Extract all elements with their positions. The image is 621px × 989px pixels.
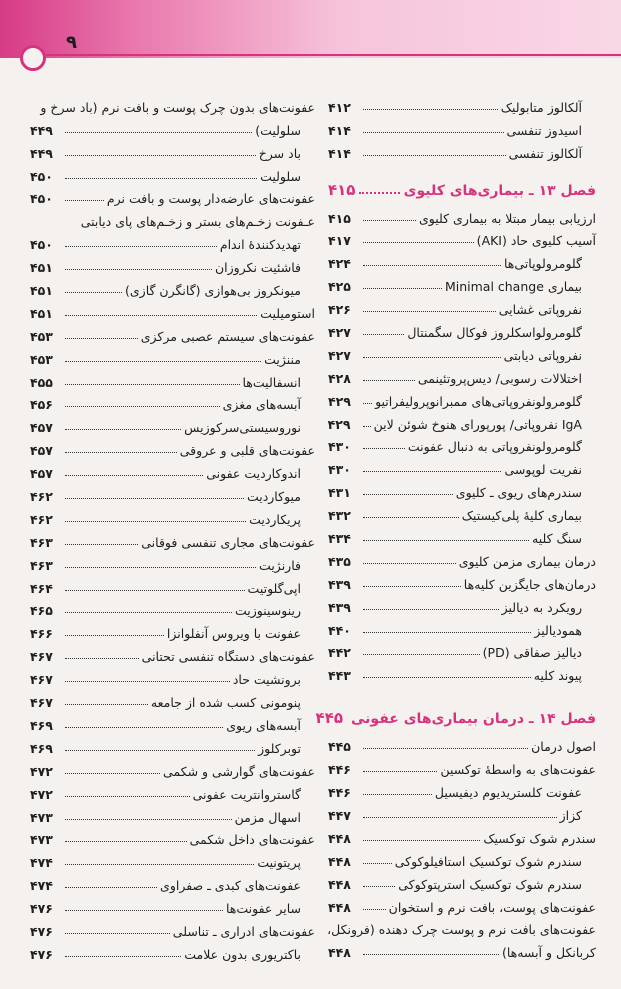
- toc-entry-page: ۴۷۲: [30, 786, 53, 802]
- toc-entry-title: رویکرد به دیالیز: [501, 599, 582, 615]
- toc-leader-dots: [65, 933, 170, 934]
- header-rule: [44, 54, 621, 56]
- toc-leader-dots: [65, 658, 139, 659]
- toc-entry-title: سندرم شوک توکسیک: [483, 830, 596, 846]
- toc-entry[interactable]: [30, 275, 315, 298]
- toc-entry[interactable]: [328, 823, 596, 846]
- toc-entry[interactable]: [328, 340, 596, 363]
- toc-entry-page: ۴۱۴: [328, 145, 351, 161]
- toc-entry-title: پیوند کلیه: [533, 668, 582, 684]
- toc-entry[interactable]: [30, 390, 315, 413]
- toc-entry-title: رینوسینوزیت: [234, 603, 301, 619]
- toc-entry[interactable]: [30, 435, 315, 458]
- toc-leader-dots: [363, 954, 499, 955]
- toc-leader-dots: [65, 956, 181, 957]
- toc-leader-dots: [65, 361, 261, 362]
- toc-entry-title: سندرم شوک توکسیک استرپتوکوکی: [398, 876, 582, 892]
- toc-entry[interactable]: [328, 777, 596, 800]
- toc-entry[interactable]: [30, 321, 315, 344]
- toc-leader-dots: [65, 841, 187, 842]
- toc-entry-title: فارنژیت: [259, 557, 301, 573]
- toc-leader-dots: [65, 727, 223, 728]
- toc-entry-title: کربانکل و آبسه‌ها): [501, 945, 596, 961]
- toc-entry[interactable]: [30, 825, 315, 848]
- toc-leader-dots: [65, 567, 256, 568]
- toc-leader-dots: [65, 269, 212, 270]
- toc-leader-dots: [65, 155, 256, 156]
- toc-entry-page: ۴۶۳: [30, 534, 53, 550]
- toc-entry-title: آبسه‌های ریوی: [226, 717, 301, 733]
- toc-entry-page: ۴۵۱: [30, 283, 53, 299]
- toc-entry-page: ۴۵۰: [30, 237, 53, 253]
- toc-entry-title: سلولیت): [255, 122, 301, 138]
- toc-leader-dots: [65, 796, 190, 797]
- toc-entry-title: باکتریوری بدون علامت: [184, 946, 301, 962]
- toc-entry-title: عفونت‌های دستگاه تنفسی تحتانی: [141, 649, 315, 665]
- toc-leader-dots: [65, 635, 164, 636]
- toc-entry-page: ۴۳۱: [328, 485, 351, 501]
- toc-entry[interactable]: [30, 92, 315, 115]
- toc-entry-page: ۴۴۰: [328, 622, 351, 638]
- toc-entry-title: عـفونت زخـم‌های بستر و زخـم‌های پای دیابتی: [80, 214, 315, 230]
- toc-entry-page: ۴۶۷: [30, 649, 53, 665]
- toc-entry-title: اپی‌گلوتیت: [247, 580, 301, 596]
- toc-leader-dots: [65, 498, 244, 499]
- toc-entry-page: ۴۲۵: [328, 279, 351, 295]
- toc-entry[interactable]: [30, 916, 315, 939]
- toc-leader-dots: [65, 521, 246, 522]
- toc-entry-page: ۴۴۸: [328, 945, 351, 961]
- toc-entry-title: سلولیت: [260, 168, 301, 184]
- toc-entry-page: ۴۶۲: [30, 489, 53, 505]
- toc-entry-page: ۴۵۷: [30, 420, 53, 436]
- toc-entry[interactable]: [30, 412, 315, 435]
- toc-entry-title: عفونت‌های قلبی و عروقی: [179, 443, 315, 459]
- toc-entry-title: آبسه‌های مغزی: [222, 397, 301, 413]
- toc-entry[interactable]: [328, 615, 596, 638]
- toc-entry-title: برونشیت حاد: [232, 672, 301, 688]
- toc-leader-dots: [363, 517, 459, 518]
- toc-right-column: [315, 92, 596, 961]
- toc-entry-page: ۴۶۲: [30, 511, 53, 527]
- toc-entry-title: همودیالیز: [534, 622, 582, 638]
- toc-entry-title: عفونت کلستریدیوم دیفیسیل: [434, 785, 582, 801]
- toc-entry-title: تهدیدکنندهٔ اندام: [219, 237, 301, 253]
- toc-leader-dots: [363, 109, 498, 110]
- toc-entry-page: ۴۶۷: [30, 695, 53, 711]
- toc-entry-page: ۴۴۷: [328, 807, 351, 823]
- toc-leader-dots: [363, 586, 461, 587]
- toc-entry-page: ۴۴۵: [328, 739, 351, 755]
- toc-entry-page: ۴۲۸: [328, 370, 351, 386]
- toc-left-column: [30, 92, 315, 962]
- toc-leader-dots: [65, 887, 157, 888]
- toc-entry[interactable]: [328, 546, 596, 569]
- toc-entry-title: سایر عفونت‌ها: [225, 901, 301, 917]
- toc-leader-dots: [65, 590, 245, 591]
- header-band-gap: [0, 58, 621, 72]
- toc-leader-dots: [363, 448, 405, 449]
- toc-leader-dots: [363, 471, 501, 472]
- toc-leader-dots: [363, 220, 416, 221]
- toc-leader-dots: [65, 864, 254, 865]
- toc-entry-page: ۴۲۷: [328, 347, 351, 363]
- toc-leader-dots: [363, 494, 453, 495]
- toc-entry-title: گلومرولوپاتی‌ها: [503, 256, 582, 272]
- toc-entry-page: ۴۷۲: [30, 763, 53, 779]
- toc-leader-dots: [363, 563, 456, 564]
- toc-entry[interactable]: [328, 477, 596, 500]
- toc-entry[interactable]: [328, 409, 596, 432]
- toc-entry-title: آلکالوز متابولیک: [500, 99, 582, 115]
- toc-entry-title: نفروپاتی غشایی: [498, 302, 582, 318]
- chapter-13-title: فصل ۱۳ ـ بیماری‌های کلیوی: [403, 182, 596, 199]
- toc-leader-dots: [363, 132, 504, 133]
- toc-entry[interactable]: [328, 92, 596, 115]
- toc-entry[interactable]: [30, 847, 315, 870]
- toc-leader-dots: [65, 910, 223, 911]
- toc-leader-dots: [363, 771, 437, 772]
- toc-entry[interactable]: [328, 754, 596, 777]
- toc-entry-title: عفونت‌های پوست، بافت نرم و استخوان: [388, 899, 596, 915]
- toc-leader-dots: [65, 200, 104, 201]
- toc-entry-title: IgA نفروپاتی/ پورپورای هنوخ شوئن لاین: [373, 416, 582, 432]
- toc-entry-page: ۴۵۳: [30, 351, 53, 367]
- toc-entry-title: سنگ کلیه: [532, 531, 582, 547]
- toc-entry-page: ۴۴۹: [30, 145, 53, 161]
- toc-entry-title: میونکروز بی‌هوازی (گانگرن گازی): [125, 283, 301, 299]
- toc-leader-dots: [65, 429, 181, 430]
- toc-entry-title: گلومرولونفروپاتی به دنبال عفونت: [407, 439, 582, 455]
- toc-entry-page: ۴۵۱: [30, 305, 53, 321]
- toc-leader-dots: [363, 632, 531, 633]
- toc-entry[interactable]: [30, 206, 315, 229]
- toc-entry-page: ۴۷۳: [30, 809, 53, 825]
- toc-entry[interactable]: [328, 386, 596, 409]
- toc-entry[interactable]: [328, 248, 596, 271]
- toc-entry-title: عفونت‌های به واسطهٔ توکسین: [440, 762, 596, 778]
- toc-leader-dots: [65, 315, 257, 316]
- toc-entry-page: ۴۶۷: [30, 672, 53, 688]
- toc-entry[interactable]: [328, 638, 596, 661]
- toc-entry-page: ۴۷۴: [30, 855, 53, 871]
- toc-entry[interactable]: [328, 569, 596, 592]
- toc-entry-page: ۴۳۴: [328, 531, 351, 547]
- toc-entry-title: اسیدوز تنفسی: [506, 122, 582, 138]
- toc-entry-page: ۴۳۰: [328, 439, 351, 455]
- chapter-14-entries: [328, 731, 596, 960]
- toc-entry[interactable]: [328, 363, 596, 386]
- toc-entry-title: اختلالات رسوبی/ دیس‌پروتئینمی: [417, 370, 582, 386]
- toc-leader-dots: [363, 886, 395, 887]
- toc-entry[interactable]: [30, 527, 315, 550]
- toc-entry-page: ۴۶۵: [30, 603, 53, 619]
- toc-entry-page: ۴۴۸: [328, 899, 351, 915]
- toc-entry-page: ۴۳۲: [328, 508, 351, 524]
- toc-leader-dots: [363, 540, 529, 541]
- toc-leader-dots: [65, 338, 138, 339]
- toc-entry-page: ۴۵۰: [30, 191, 53, 207]
- toc-leader-dots: [65, 750, 255, 751]
- toc-leader-dots: [363, 817, 557, 818]
- toc-entry[interactable]: [30, 664, 315, 687]
- toc-entry-page: ۴۴۹: [30, 122, 53, 138]
- toc-entry-title: عفونت‌های ادراری ـ تناسلی: [172, 923, 315, 939]
- toc-entry[interactable]: [30, 618, 315, 641]
- toc-entry[interactable]: [328, 592, 596, 615]
- chapter-13-page: ۴۱۵: [328, 180, 356, 199]
- toc-leader-dots: [363, 380, 415, 381]
- toc-entry[interactable]: [328, 500, 596, 523]
- toc-leader-dots: [65, 612, 232, 613]
- toc-entry-title: توبرکلوز: [258, 740, 301, 756]
- toc-entry-title: عفونت‌های کبدی ـ صفراوی: [160, 878, 301, 894]
- chapter-14-page: ۴۴۵: [315, 709, 344, 728]
- toc-entry[interactable]: [328, 271, 596, 294]
- toc-entry[interactable]: [328, 800, 596, 823]
- toc-entry-page: ۴۳۰: [328, 462, 351, 478]
- toc-entry-page: ۴۷۴: [30, 878, 53, 894]
- chapter-14-heading[interactable]: [315, 697, 596, 728]
- toc-entry-page: ۴۵۱: [30, 260, 53, 276]
- toc-entry-title: ارزیابی بیمار مبتلا به بیماری کلیوی: [418, 210, 596, 226]
- toc-entry-page: ۴۴۳: [328, 668, 351, 684]
- toc-entry-title: گاستروانتریت عفونی: [192, 786, 301, 802]
- toc-entry-page: ۴۲۹: [328, 393, 351, 409]
- toc-leader-dots: [363, 863, 392, 864]
- toc-entry-page: ۴۲۶: [328, 302, 351, 318]
- toc-entry[interactable]: [30, 687, 315, 710]
- toc-entry[interactable]: [328, 523, 596, 546]
- toc-entry-title: دیالیز صفاقی (PD): [482, 645, 582, 661]
- toc-entry-page: ۴۵۰: [30, 168, 53, 184]
- toc-leader-dots: [363, 403, 372, 404]
- toc-entry[interactable]: [328, 226, 596, 249]
- toc-entry[interactable]: [30, 298, 315, 321]
- toc-entry[interactable]: [30, 733, 315, 756]
- toc-entry[interactable]: [30, 641, 315, 664]
- toc-leader-dots: [363, 155, 506, 156]
- toc-entry[interactable]: [328, 915, 596, 938]
- toc-entry-title: میوکاردیت: [246, 489, 301, 505]
- toc-entry-title: نفروپاتی دیابتی: [503, 347, 582, 363]
- toc-leader-dots: [65, 132, 252, 133]
- toc-entry[interactable]: [328, 203, 596, 226]
- toc-leader-dots: [363, 794, 432, 795]
- toc-entry-title: پریتونیت: [257, 855, 301, 871]
- toc-entry[interactable]: [30, 756, 315, 779]
- toc-entry[interactable]: [30, 939, 315, 962]
- toc-entry[interactable]: [30, 458, 315, 481]
- toc-entry-page: ۴۷۶: [30, 946, 53, 962]
- toc-entry-title: پریکاردیت: [249, 511, 301, 527]
- toc-entry-title: سندرم شوک توکسیک استافیلوکوکی: [394, 853, 582, 869]
- toc-entry-title: پنومونی کسب شده از جامعه: [150, 695, 301, 711]
- toc-entry-title: عفونت‌های داخل شکمی: [189, 832, 315, 848]
- toc-entry[interactable]: [30, 367, 315, 390]
- toc-leader-dots: [363, 311, 496, 312]
- toc-entry-title: اندوکاردیت عفونی: [206, 466, 301, 482]
- toc-entry[interactable]: [328, 454, 596, 477]
- toc-entry[interactable]: [30, 596, 315, 619]
- toc-entry-title: کزاز: [559, 807, 582, 823]
- toc-leader-dots: [65, 246, 217, 247]
- toc-entry-page: ۴۷۶: [30, 923, 53, 939]
- toc-entry[interactable]: [30, 161, 315, 184]
- toc-entry-page: ۴۶۹: [30, 740, 53, 756]
- toc-entry-page: ۴۴۶: [328, 762, 351, 778]
- toc-entry-page: ۴۷۶: [30, 901, 53, 917]
- toc-entry-page: ۴۴۲: [328, 645, 351, 661]
- toc-entry-page: ۴۵۳: [30, 328, 53, 344]
- toc-entry-title: نفریت لوپوسی: [504, 462, 582, 478]
- toc-leader-dots: [65, 704, 148, 705]
- toc-entry-page: ۴۴۸: [328, 876, 351, 892]
- toc-leader-dots: [65, 178, 257, 179]
- toc-entry[interactable]: [30, 115, 315, 138]
- toc-entry[interactable]: [30, 779, 315, 802]
- toc-leader-dots: [65, 452, 177, 453]
- toc-leader-dots: [363, 677, 531, 678]
- toc-leader-dots: [65, 292, 122, 293]
- toc-entry-title: فاشئیت نکروزان: [214, 260, 301, 276]
- toc-entry[interactable]: [328, 869, 596, 892]
- toc-entry-page: ۴۱۵: [328, 210, 351, 226]
- toc-entry[interactable]: [30, 504, 315, 527]
- toc-entry[interactable]: [328, 432, 596, 455]
- toc-entry-title: گلومرولونفروپاتی‌های ممبرانوپرولیفراتیو: [375, 393, 582, 409]
- toc-entry[interactable]: [328, 294, 596, 317]
- toc-entry[interactable]: [30, 184, 315, 207]
- toc-leader-dots: [363, 334, 404, 335]
- toc-entry-title: نوروسیستی‌سرکوزیس: [184, 420, 301, 436]
- toc-entry-title: درمان بیماری مزمن کلیوی: [458, 553, 596, 569]
- chapter-13-leader: [359, 192, 399, 194]
- toc-entry-title: عفونت‌های سیستم عصبی مرکزی: [140, 328, 315, 344]
- toc-entry-title: اسهال مزمن: [234, 809, 301, 825]
- toc-entry[interactable]: [30, 344, 315, 367]
- toc-leader-dots: [363, 288, 442, 289]
- toc-entry[interactable]: [30, 252, 315, 275]
- toc-entry-page: ۴۴۸: [328, 830, 351, 846]
- toc-entry-page: ۴۲۷: [328, 325, 351, 341]
- toc-entry-title: درمان‌های جایگزین کلیه‌ها: [463, 576, 596, 592]
- chapter-14-title: فصل ۱۴ ـ درمان بیماری‌های عفونی: [351, 711, 596, 728]
- toc-entry[interactable]: [30, 550, 315, 573]
- toc-leader-dots: [363, 242, 474, 243]
- toc-entry-title: عفونت با ویروس آنفلوانزا: [166, 626, 301, 642]
- toc-entry[interactable]: [30, 138, 315, 161]
- toc-entry-title: عفونت‌های گوارشی و شکمی: [163, 763, 315, 779]
- chapter-13-entries: [328, 203, 596, 684]
- toc-leader-dots: [363, 748, 528, 749]
- toc-entry-page: ۴۵۶: [30, 397, 53, 413]
- toc-entry[interactable]: [328, 317, 596, 340]
- toc-leader-dots: [363, 265, 501, 266]
- toc-entry-page: ۴۱۴: [328, 122, 351, 138]
- toc-entry-page: ۴۷۳: [30, 832, 53, 848]
- toc-entry[interactable]: [328, 937, 596, 960]
- toc-leader-dots: [65, 406, 220, 407]
- toc-leader-dots: [65, 773, 160, 774]
- toc-leader-dots: [363, 426, 371, 427]
- toc-entry-title: بیماری کلیهٔ پلی‌کیستیک: [461, 508, 582, 524]
- toc-entry-page: ۴۱۷: [328, 233, 351, 249]
- toc-entry-page: ۴۵۷: [30, 466, 53, 482]
- toc-leader-dots: [65, 819, 232, 820]
- toc-entry[interactable]: [328, 660, 596, 683]
- toc-entry-page: ۴۲۹: [327, 416, 351, 432]
- toc-entry-page: ۴۶۹: [30, 717, 53, 733]
- toc-leader-dots: [363, 654, 480, 655]
- toc-entry-page: ۴۶۶: [30, 626, 53, 642]
- toc-entry-page: ۴۴۶: [328, 785, 351, 801]
- toc-entry[interactable]: [328, 138, 596, 161]
- toc-leader-dots: [363, 357, 501, 358]
- toc-entry[interactable]: [328, 892, 596, 915]
- toc-entry[interactable]: [30, 802, 315, 825]
- page-number: ۹: [66, 32, 77, 53]
- toc-entry-title: عفونت‌های بافت نرم و پوست چرک دهنده (فرونکل،: [327, 922, 596, 938]
- chapter-13-heading[interactable]: [328, 169, 596, 199]
- toc-entry[interactable]: [30, 710, 315, 733]
- left-entries: [30, 92, 315, 962]
- toc-entry-title: انسفالیت‌ها: [242, 374, 301, 390]
- right-top-entries: [328, 92, 596, 161]
- toc-entry-page: ۴۳۹: [328, 599, 351, 615]
- toc-entry[interactable]: [30, 870, 315, 893]
- toc-entry-page: ۴۳۵: [328, 553, 351, 569]
- toc-entry-page: ۴۲۴: [328, 256, 351, 272]
- toc-leader-dots: [65, 681, 230, 682]
- toc-entry-page: ۴۶۴: [30, 580, 53, 596]
- toc-leader-dots: [65, 544, 138, 545]
- toc-leader-dots: [65, 475, 203, 476]
- toc-entry-title: باد سرخ: [258, 145, 301, 161]
- toc-entry-title: آلکالوز تنفسی: [508, 145, 582, 161]
- toc-entry-title: سندرم‌های ریوی ـ کلیوی: [455, 485, 582, 501]
- toc-leader-dots: [363, 840, 480, 841]
- toc-entry-page: ۴۱۲: [328, 99, 351, 115]
- toc-entry-title: بیماری Minimal change: [444, 279, 582, 295]
- toc-entry-title: گلومرولواسکلروز فوکال سگمنتال: [407, 325, 582, 341]
- toc-entry-page: ۴۵۵: [30, 374, 53, 390]
- toc-entry-title: استومیلیت: [260, 305, 315, 321]
- toc-entry-title: عفونت‌های عارضه‌دار پوست و بافت نرم: [106, 191, 315, 207]
- toc-entry[interactable]: [30, 229, 315, 252]
- toc-entry-title: عفونت‌های مجاری تنفسی فوقانی: [141, 534, 315, 550]
- toc-entry-page: ۴۴۸: [328, 853, 351, 869]
- toc-entry[interactable]: [328, 731, 596, 754]
- toc-leader-dots: [363, 909, 386, 910]
- toc-entry[interactable]: [30, 481, 315, 504]
- toc-leader-dots: [363, 609, 499, 610]
- toc-entry[interactable]: [328, 115, 596, 138]
- toc-entry-page: ۴۳۹: [328, 576, 351, 592]
- toc-entry-title: اصول درمان: [531, 739, 596, 755]
- toc-entry-title: عفونت‌های بدون چرک پوست و بافت نرم (باد سرخ و: [40, 99, 315, 115]
- toc-entry[interactable]: [30, 893, 315, 916]
- toc-entry-page: ۴۶۳: [30, 557, 53, 573]
- header-circle-ornament: [20, 45, 46, 71]
- toc-entry-title: مننژیت: [264, 351, 301, 367]
- toc-entry[interactable]: [30, 573, 315, 596]
- toc-leader-dots: [65, 384, 240, 385]
- toc-entry-title: آسیب کلیوی حاد (AKI): [476, 233, 596, 249]
- toc-entry[interactable]: [328, 846, 596, 869]
- toc-entry-page: ۴۵۷: [30, 443, 53, 459]
